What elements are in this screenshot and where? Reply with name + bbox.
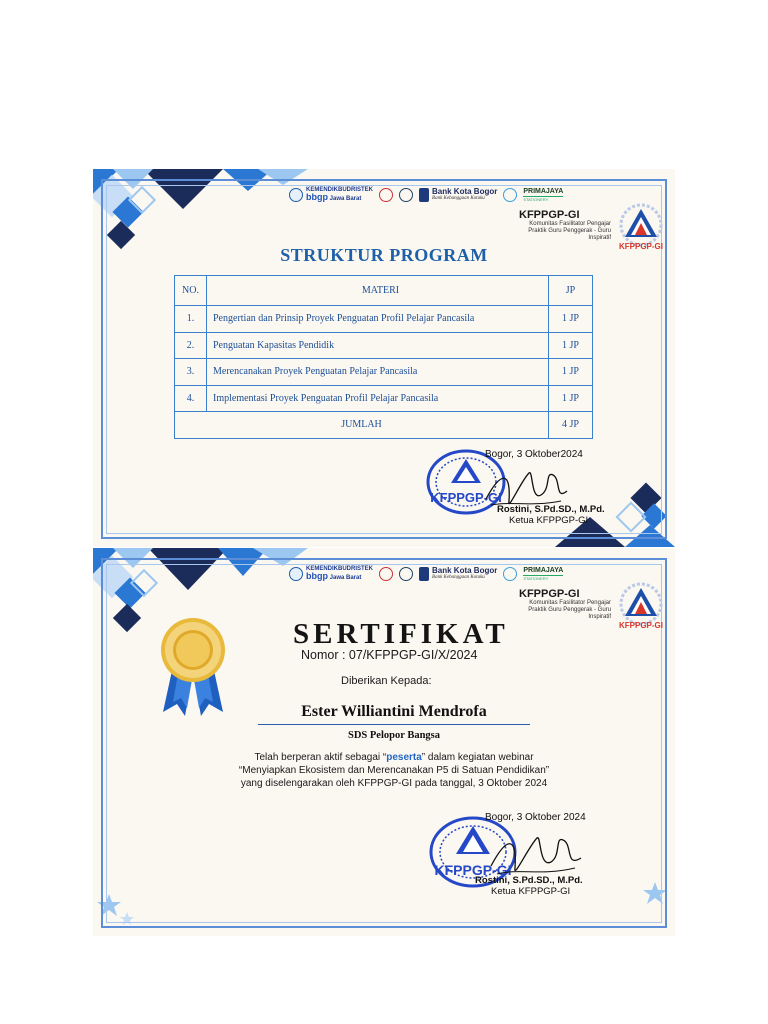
row-no: 1. (175, 306, 207, 333)
partner-logo-icon (503, 188, 517, 202)
signer-name: Rostini, S.Pd.SD., M.Pd. (475, 875, 583, 886)
svg-text:KFPPGP-GI: KFPPGP-GI (434, 862, 512, 878)
tut-wuri-icon (289, 567, 303, 581)
partner-logo-icon (399, 567, 413, 581)
row-no: 4. (175, 385, 207, 412)
table-total-row (175, 412, 593, 439)
logo-row (289, 187, 563, 203)
award-medal-icon (151, 616, 235, 720)
total-value: 4 JP (549, 412, 593, 439)
table-row (175, 306, 593, 333)
kemendikbudristek-logo: KEMENDIKBUDRISTEK bbgp Jawa Barat (289, 187, 373, 203)
row-jp: 1 JP (549, 385, 593, 412)
svg-text:KFPPGP-GI: KFPPGP-GI (618, 242, 664, 251)
table-row (175, 385, 593, 412)
signature-block (485, 449, 583, 460)
recipient-school: SDS Pelopor Bangsa (348, 730, 440, 741)
row-no: 3. (175, 359, 207, 386)
org-description: Komunitas Fasilitator Pengajar Praktik Guru Penggerak - Guru Inspiratif (528, 600, 611, 620)
partner-logo-icon (379, 188, 393, 202)
row-materi: Merencanakan Proyek Penguatan Pelajar Pancasila (207, 359, 549, 386)
row-no: 2. (175, 332, 207, 359)
signature-date: Bogor, 3 Oktober 2024 (485, 812, 586, 823)
signature-name-block (497, 504, 605, 526)
header-jp: JP (549, 276, 593, 306)
row-jp: 1 JP (549, 306, 593, 333)
kfppgp-org-block (519, 209, 611, 242)
page-title: STRUKTUR PROGRAM (280, 245, 488, 265)
kfppgp-logo-icon (613, 580, 669, 636)
org-name: KFPPGP-GI (519, 588, 580, 600)
row-jp: 1 JP (549, 332, 593, 359)
logo-row (289, 566, 563, 582)
kemendikbudristek-logo: KEMENDIKBUDRISTEK bbgp Jawa Barat (289, 566, 373, 582)
bank-mark-icon (419, 567, 429, 581)
given-to-label: Diberikan Kepada: (341, 675, 432, 687)
primajaya-logo: PRIMAJAYA STATIONERY (523, 188, 564, 202)
certificate-description: Telah berperan aktif sebagai “peserta” dalam kegiatan webinar “Menyiapkan Ekosistem dan Merencanakan P5 di Satuan Pendidikan” yang diselengarakan oleh KFPPGP-GI pada tanggal, 3 Oktober 2024 (238, 752, 550, 789)
org-description: Komunitas Fasilitator Pengajar Praktik Guru Penggerak - Guru Inspiratif (528, 221, 611, 241)
tut-wuri-icon (289, 188, 303, 202)
recipient-name: Ester Williantini Mendrofa (258, 703, 530, 725)
org-name: KFPPGP-GI (519, 209, 580, 221)
row-materi: Implementasi Proyek Penguatan Profil Pelajar Pancasila (207, 385, 549, 412)
role-highlight: peserta (386, 752, 422, 763)
row-materi: Penguatan Kapasitas Pendidik (207, 332, 549, 359)
signature-date: Bogor, 3 Oktober2024 (485, 449, 583, 460)
header-materi: MATERI (207, 276, 549, 306)
bank-mark-icon (419, 188, 429, 202)
primajaya-logo: PRIMAJAYA STATIONERY (523, 567, 564, 581)
certificate-card (93, 548, 675, 936)
table-row (175, 359, 593, 386)
row-materi: Pengertian dan Prinsip Proyek Penguatan Profil Pelajar Pancasila (207, 306, 549, 333)
struktur-program-card (93, 169, 675, 547)
svg-text:KFPPGP-GI: KFPPGP-GI (618, 621, 664, 630)
row-jp: 1 JP (549, 359, 593, 386)
table-row (175, 332, 593, 359)
bank-kota-bogor-logo: Bank Kota Bogor Bank Kebanggaan Kotaku (419, 567, 497, 581)
signature-block (485, 812, 586, 823)
total-label: JUMLAH (175, 412, 549, 439)
signer-name: Rostini, S.Pd.SD., M.Pd. (497, 504, 605, 515)
certificate-title: SERTIFIKAT (293, 618, 509, 650)
certificate-number: Nomor : 07/KFPPGP-GI/X/2024 (301, 648, 478, 662)
svg-text:KFPPGP-GI: KFPPGP-GI (430, 490, 502, 505)
partner-logo-icon (503, 567, 517, 581)
bank-kota-bogor-logo: Bank Kota Bogor Bank Kebanggaan Kotaku (419, 188, 497, 202)
signature-scribble (485, 826, 585, 882)
signer-role: Ketua KFPPGP-GI (491, 886, 571, 897)
signature-name-block (475, 875, 583, 897)
header-no: NO. (175, 276, 207, 306)
program-table (174, 275, 593, 439)
table-header-row (175, 276, 593, 306)
partner-logo-icon (379, 567, 393, 581)
partner-logo-icon (399, 188, 413, 202)
signer-role: Ketua KFPPGP-GI (509, 515, 589, 526)
kfppgp-org-block (519, 588, 611, 621)
